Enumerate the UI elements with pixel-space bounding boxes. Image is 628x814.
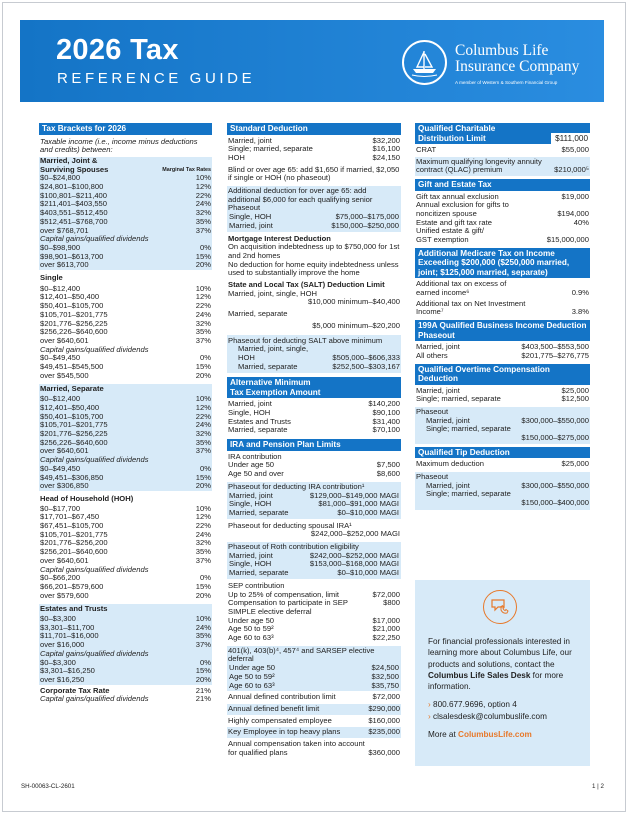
table-row: $3,301–$11,700 24% — [40, 622, 211, 632]
section-header: IRA and Pension Plan Limits — [227, 439, 401, 451]
table-row: $0–$12,400 10% — [40, 394, 211, 404]
table-row: $98,901–$613,700 15% — [40, 251, 211, 261]
brackets-note: Taxable income (i.e., income minus deductions and credits) between: — [40, 136, 198, 155]
page-subtitle: REFERENCE GUIDE — [57, 70, 256, 87]
table-row: Age 50 to 59² $21,000 — [228, 624, 400, 634]
table-row: Single; married, separate $12,500 — [416, 394, 589, 404]
section-header: Qualified Tip Deduction — [415, 447, 590, 459]
table-row: Single, HOH $75,000–$175,000 — [229, 212, 399, 222]
section-header: Qualified Charitable Distribution Limit $111,000 — [415, 123, 590, 144]
table-row: $49,451–$545,500 15% — [40, 362, 211, 372]
page-number: 1 | 2 — [592, 783, 604, 790]
member-line: A member of Western & Southern Financial Group — [455, 80, 558, 85]
table-row: $0–$66,200 0% — [40, 573, 211, 583]
salt-phaseout: Phaseout for deducting SALT above minimum Married, joint, single, HOH $505,000–$606,333 Married, separate $252,500–$303,167 — [227, 335, 401, 374]
contact-text: For financial professionals interested in learning more about Columbus Life, our products and solutions, contact the Columbus Life Sales Desk for more information. — [428, 637, 572, 692]
table-row: $201,776–$256,225 32% — [40, 429, 211, 438]
senior-deduction: Additional deduction for over age 65: add additional $6,000 for each qualifying senior Phaseout Single, HOH $75,000–$175,000 Married, joint $150,000–$250,000 — [228, 186, 399, 230]
page-title: 2026 Tax — [56, 34, 179, 66]
table-row: over $16,000 37% — [40, 640, 211, 650]
table-row: $67,451–$105,700 22% — [40, 521, 211, 531]
table-row: $100,801–$211,400 22% — [40, 190, 211, 200]
table-row: Married, joint $32,200 — [228, 135, 400, 145]
contact-phone[interactable]: › 800.677.9696, option 4 — [428, 700, 517, 710]
table-row: $403,551–$512,450 32% — [40, 208, 211, 218]
ira-phaseout: Phaseout for deducting IRA contribution¹ Married, joint $129,000–$149,000 MAGI Single, HOH $81,000–$91,000 MAGI Married, separate $0–$10,000 MAGI — [228, 481, 399, 517]
table-row: $12,401–$50,400 12% — [40, 402, 211, 412]
401k-deferral: 401(k), 403(b)⁴, 457⁴ and SARSEP elective deferral Under age 50 $24,500 Age 50 to 59² $32,500 Age 60 to 63³ $35,750 — [228, 645, 399, 690]
table-row: $105,701–$201,775 24% — [40, 420, 211, 430]
overtime-phaseout: Phaseout Married, joint $300,000–$550,000 Single; married, separate $150,000–$275,000 — [416, 406, 589, 443]
ship-logo-icon — [402, 40, 447, 85]
table-row: $105,701–$201,775 24% — [40, 529, 211, 539]
section-header: Standard Deduction — [227, 123, 401, 135]
table-row: $201,776–$256,225 32% — [40, 318, 211, 328]
table-row: $3,301–$16,250 15% — [40, 666, 211, 676]
table-row: Married, joint $242,000–$252,000 MAGI — [229, 550, 399, 560]
table-row: $11,701–$16,000 35% — [40, 631, 211, 641]
table-row: $256,226–$640,600 35% — [40, 437, 211, 447]
table-row: $0–$3,300 0% — [40, 657, 211, 667]
table-row: Married, joint $150,000–$250,000 — [229, 220, 399, 230]
table-row: $256,201–$640,600 35% — [40, 547, 211, 557]
table-row: $201,776–$256,200 32% — [40, 538, 211, 548]
table-row: $24,801–$100,800 12% — [40, 182, 211, 192]
table-row: $12,401–$50,400 12% — [40, 292, 211, 302]
arrow-icon: › — [428, 711, 431, 721]
table-row: $50,401–$105,700 22% — [40, 301, 211, 311]
table-row: $105,701–$201,775 24% — [40, 309, 211, 319]
tip-phaseout: Phaseout Married, joint $300,000–$550,000 Single; married, separate $150,000–$400,000 — [415, 472, 590, 510]
misc-column: Qualified Charitable Distribution Limit $111,000 CRAT $55,000 Maximum qualifying longevity annuity contract (QLAC) premium $210,000⁵ Gift and Estate Tax Gift tax annual exclusion $19,000 Annual exclusion for gifts to noncitizen spouse $194,000 Estate and gift tax rate 40% Unified estate & gift/ GST exemption $15,000,000 Additional Medicare Tax on Income Exceeding $200,000 ($250,000 married, joint; $125,000 married, separate) Additional tax on excess of earned income⁶ 0.9% Additional tax on Net Investment Income⁷ 3.8% 199A Qualified Business Income Deduction Phaseout Married, joint $403,500–$553,500 All others $201,775–$276,775 Qualified Overtime Compensation Deduction Married, joint $25,000 Single; married, separate $12,500 Phaseout Married, joint $300,000–$550,000 Single; married, separate $150,000–$275,000 Qualified Tip Deduction Maximum deduction $25,000 Phaseout Married, joint $300,000–$550,000 Single; married, separate $150,000–$400,000 — [415, 123, 590, 510]
section-header: Additional Medicare Tax on Income Exceeding $200,000 ($250,000 married, joint; $125,000 married, separate) — [415, 248, 590, 279]
table-row: $211,401–$403,550 24% — [40, 199, 211, 209]
table-row: $66,201–$579,600 15% — [40, 581, 211, 591]
section-header: Alternative Minimum Tax Exemption Amount — [227, 377, 401, 398]
arrow-icon: › — [428, 700, 431, 710]
estates-trusts-group: Estates and Trusts $0–$3,300 10% $3,301–$11,700 24% $11,701–$16,000 35% over $16,000 37% Capital gains/qualified dividends $0–$3,300 0% $3,301–$16,250 15% over $16,250 20% — [40, 604, 211, 684]
table-row: over $613,700 20% — [40, 260, 211, 270]
single-group: Single $0–$12,400 10% $12,401–$50,400 12% $50,401–$105,700 22% $105,701–$201,775 24% $201,776–$256,225 32% $256,226–$640,600 35% over $640,601 37% Capital gains/qualified dividends $0–$49,450 0% $49,451–$545,500 15% over $545,500 20% — [40, 273, 211, 380]
table-row: $256,226–$640,600 35% — [40, 327, 211, 337]
table-row: Single; married, separate $16,100 — [228, 144, 400, 154]
section-header: Qualified Overtime Compensation Deduction — [415, 364, 590, 385]
table-row: Married, separate $0–$10,000 MAGI — [229, 568, 399, 578]
contact-panel — [415, 580, 590, 766]
table-row: Married, joint $129,000–$149,000 MAGI — [229, 490, 399, 500]
table-row: HOH $24,150 — [228, 152, 400, 162]
company-name: Columbus Life Insurance Company — [455, 42, 580, 75]
table-row: $17,701–$67,450 12% — [40, 512, 211, 522]
document-code: SH-00063-CL-2601 — [21, 783, 75, 790]
table-row: over $306,850 20% — [40, 481, 211, 491]
more-link[interactable]: More at ColumbusLife.com — [428, 730, 532, 740]
table-row: Married, joint $403,500–$553,500 — [416, 342, 589, 352]
table-row: $0–$98,900 0% — [40, 242, 211, 252]
table-row: Age 60 to 63³ $22,250 — [228, 633, 400, 643]
table-row: Age 60 to 63³ $35,750 — [229, 680, 399, 690]
married-separate-group: Married, Separate $0–$12,400 10% $12,401–$50,400 12% $50,401–$105,700 22% $105,701–$201,775 24% $201,776–$256,225 32% $256,226–$640,600 35% over $640,601 37% Capital gains/qualified dividends $0–$49,450 0% $49,451–$306,850 15% over $306,850 20% — [40, 384, 211, 491]
table-row: Married, joint $25,000 — [416, 385, 589, 395]
head-of-household-group: Head of Household (HOH) $0–$17,700 10% $17,701–$67,450 12% $67,451–$105,700 22% $105,701–$201,775 24% $201,776–$256,200 32% $256,201–$640,600 35% over $640,601 37% Capital gains/qualified dividends $0–$66,200 0% $66,201–$579,600 15% over $579,600 20% — [40, 493, 211, 600]
table-row: $0–$49,450 0% — [40, 463, 211, 473]
table-row: $49,451–$306,850 15% — [40, 472, 211, 482]
table-row: $0–$49,450 0% — [40, 353, 211, 363]
table-row: over $16,250 20% — [40, 674, 211, 684]
table-row: All others $201,775–$276,775 — [416, 350, 589, 360]
table-row: Single, HOH $81,000–$91,000 MAGI — [229, 499, 399, 509]
table-row: Under age 50 $24,500 — [229, 663, 399, 673]
table-row: Single, HOH $153,000–$168,000 MAGI — [229, 559, 399, 569]
table-row: Married, joint $140,200 — [228, 399, 400, 409]
table-row: $0–$24,800 10% — [40, 173, 211, 183]
table-row: Under age 50 $17,000 — [228, 615, 400, 625]
table-row: over $640,601 37% — [40, 335, 211, 345]
section-header: Tax Brackets for 2026 — [39, 123, 212, 135]
table-row: $512,451–$768,700 35% — [40, 216, 211, 226]
roth-phaseout: Phaseout of Roth contribution eligibility Married, joint $242,000–$252,000 MAGI Single, HOH $153,000–$168,000 MAGI Married, separate $0–$10,000 MAGI — [228, 542, 399, 578]
table-row: Single, HOH $90,100 — [228, 408, 400, 418]
table-row: over $768,701 37% — [40, 225, 211, 235]
deductions-column: Standard Deduction Married, joint $32,200 Single; married, separate $16,100 HOH $24,150 Blind or over age 65: add $1,650 if married, $2,050 if single or HOH (no phaseout) Additional deduction for over age 65: add additional $6,000 for each qualifying senior Phaseout Single, HOH $75,000–$175,000 Married, joint $150,000–$250,000 Mortgage Interest Deduction On acquisition indebtedness up to $750,000 for 1st and 2nd homes No deduction for home equity indebtedness unless used to substantially improve the home State and Local Tax (SALT) Deduction Limit Married, joint, single, HOH $10,000 minimum–$40,400 Married, separate $5,000 minimum–$20,200 Phaseout for deducting SALT above minimum Married, joint, single, HOH $505,000–$606,333 Married, separate $252,500–$303,167 Alternative Minimum Tax Exemption Amount Married, joint $140,200 Single, HOH $90,100 Estates and Trusts $31,400 Married, separate $70,100 IRA and Pension Plan Limits IRA contribution Under age 50 $7,500 Age 50 and over $8,600 Phaseout for deducting IRA contribution¹ Married, joint $129,000–$149,000 MAGI Single, HOH $81,000–$91,000 MAGI Married, separate $0–$10,000 MAGI Phaseout for deducting spousal IRA¹ $242,000–$252,000 MAGI Phaseout of Roth contribution eligibility Married, joint $242,000–$252,000 MAGI Single, HOH $153,000–$168,000 MAGI Married, separate $0–$10,000 MAGI SEP contribution Up to 25% of compensation, limit $72,000 Compensation to participate in SEP $800 SIMPLE elective deferral Under age 50 $17,000 Age 50 to 59² $21,000 Age 60 to 63³ $22,250 401(k), 403(b)⁴, 457⁴ and SARSEP elective deferral Under age 50 $24,500 Age 50 to 59² $32,500 Age 60 to 63³ $35,750 Annual defined contribution limit $72,000 Annual defined benefit limit $290,000 Highly compensated employee $160,000 Key Employee in top heavy plans $235,000 Annual compensation taken into account for qualified plans $360,000 — [228, 124, 400, 757]
table-row: over $579,600 20% — [40, 590, 211, 600]
header-banner — [20, 20, 604, 102]
table-row: over $545,500 20% — [40, 370, 211, 380]
table-row: $50,401–$105,700 22% — [40, 411, 211, 421]
table-row: $0–$12,400 10% — [40, 283, 211, 293]
contact-email[interactable]: › clsalesdesk@columbuslife.com — [428, 711, 547, 721]
table-row: Age 50 to 59² $32,500 — [229, 671, 399, 681]
tax-brackets-column — [39, 123, 212, 704]
table-row: $0–$3,300 10% — [40, 614, 211, 624]
table-row: over $640,601 37% — [40, 555, 211, 565]
section-header: Gift and Estate Tax — [415, 179, 590, 191]
table-row: over $640,601 37% — [40, 446, 211, 456]
table-row: $0–$17,700 10% — [40, 503, 211, 513]
table-row: Married, separate $70,100 — [228, 425, 400, 435]
married-joint-group: Married, Joint & Surviving Spouses Marginal Tax Rates $0–$24,800 10% $24,801–$100,800 12% $100,801–$211,400 22% $211,401–$403,550 24% $403,551–$512,450 32% $512,451–$768,700 35% over $768,701 37% Capital gains/qualified dividends $0–$98,900 0% $98,901–$613,700 15% over $613,700 20% — [40, 155, 211, 270]
corporate-tax-group: Corporate Tax Rate 21% Capital gains/qualified dividends 21% — [40, 685, 211, 704]
section-header: 199A Qualified Business Income Deduction Phaseout — [415, 320, 590, 341]
table-row: Married, separate $0–$10,000 MAGI — [229, 507, 399, 517]
table-row: Estates and Trusts $31,400 — [228, 416, 400, 426]
